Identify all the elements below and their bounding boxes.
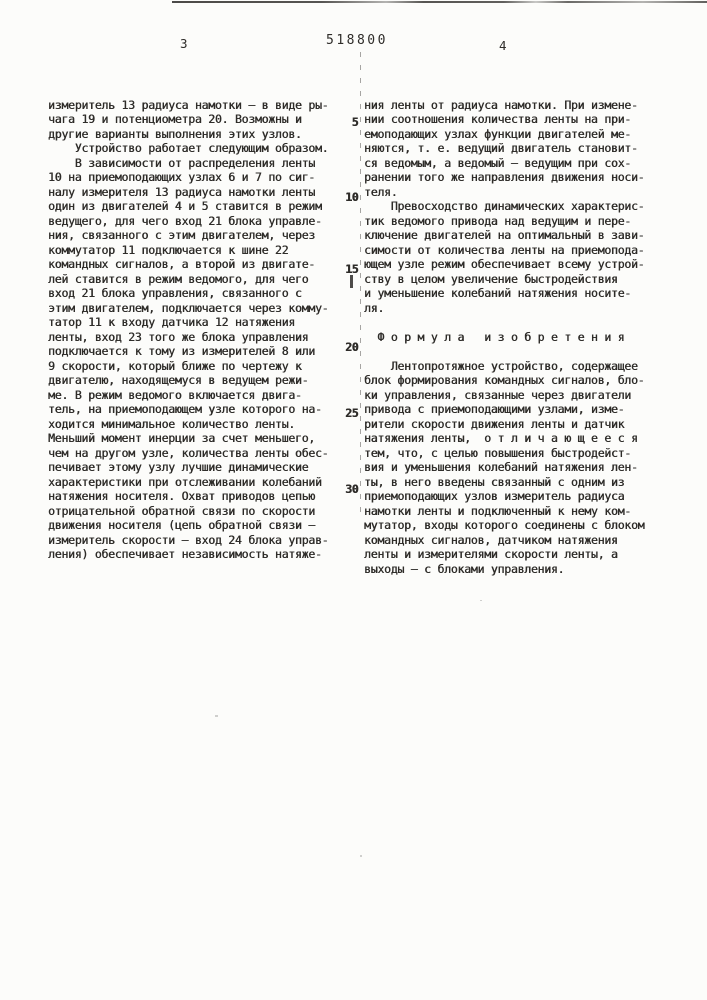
text-line: командных сигналов, а второй из двигате-: [48, 257, 315, 271]
text-line: симости от количества ленты на приемопода-: [364, 242, 645, 257]
text-line: чем на другом узле, количества ленты обес-: [48, 445, 329, 460]
text-line: нии соотношения количества ленты на при-: [364, 112, 631, 126]
text-line: ленты и измерителями скорости ленты, а: [364, 547, 618, 561]
text-line: движения носителя (цепь обратной связи —: [48, 518, 315, 532]
text-line: Лентопротяжное устройство, содержащее: [364, 358, 638, 373]
text-line: ранении того же направления движения носи-: [364, 170, 645, 184]
text-line: один из двигателей 4 и 5 ставится в режим: [48, 199, 322, 213]
text-line: ющем узле режим обеспечивает всему устрой-: [364, 257, 645, 271]
text-line: няются, т. е. ведущий двигатель становит-: [364, 141, 638, 155]
margin-line-number: 25: [345, 406, 358, 420]
text-line: ству в целом увеличение быстродействия: [364, 271, 618, 286]
text-line: В зависимости от распределения ленты: [48, 155, 315, 170]
text-line: натяжения ленты, о т л и ч а ю щ е е с я: [364, 431, 638, 445]
text-line: Ф о р м у л а и з о б р е т е н и я: [364, 329, 625, 344]
text-line: привода с приемоподающими узлами, изме-: [364, 402, 625, 416]
text-line: лей ставится в режим ведомого, для чего: [48, 271, 309, 286]
text-line: Устройство работает следующим образом.: [48, 141, 329, 155]
text-line: коммутатор 11 подключается к шине 22: [48, 242, 289, 257]
text-line: тем, что, с целью повышения быстродейст-: [364, 445, 631, 460]
text-line: Превосходство динамических характерис-: [364, 199, 645, 213]
text-line: другие варианты выполнения этих узлов.: [48, 126, 302, 141]
right-page-number: 4: [499, 38, 508, 53]
text-line: двигателю, находящемуся в ведущем режи-: [48, 373, 309, 387]
text-line: намотки ленты и подключенный к нему ком-: [364, 503, 631, 518]
text-line: ния ленты от радиуса намотки. При измене-: [364, 97, 638, 112]
paper-speck: [215, 715, 218, 717]
text-line: ме. В режим ведомого включается двига-: [48, 387, 302, 402]
text-line: 9 скорости, который ближе по чертежу к: [48, 358, 302, 373]
text-line: этим двигателем, подключается через комму-: [48, 300, 329, 315]
text-line: ся ведомым, а ведомый — ведущим при сох-: [364, 155, 631, 170]
text-line: тик ведомого привода над ведущим и пере-: [364, 213, 631, 228]
text-line: ключение двигателей на оптимальный в зави-: [364, 228, 645, 242]
ink-smudge-mark: [350, 275, 353, 288]
text-line: татор 11 к входу датчика 12 натяжения: [48, 315, 295, 329]
text-line: ты, в него введены связанный с одним из: [364, 474, 625, 489]
margin-line-number: 20: [345, 340, 358, 354]
text-line: ния, связанного с этим двигателем, через: [48, 228, 315, 242]
text-line: чага 19 и потенциометра 20. Возможны и: [48, 112, 302, 126]
margin-line-number: 10: [345, 190, 358, 204]
text-line: вия и уменьшения колебаний натяжения лен-: [364, 460, 638, 474]
text-line: ки управления, связанные через двигатели: [364, 387, 631, 402]
text-line: приемоподающих узлов измеритель радиуса: [364, 489, 625, 503]
scan-edge-artifact: [172, 1, 707, 3]
text-line: тель, на приемоподающем узле которого на-: [48, 402, 322, 416]
text-line: подключается к тому из измерителей 8 или: [48, 344, 315, 358]
text-line: измеритель скорости — вход 24 блока управ-: [48, 532, 329, 547]
text-line: налу измерителя 13 радиуса намотки ленты: [48, 184, 315, 199]
text-line: рители скорости движения ленты и датчик: [364, 416, 625, 431]
text-line: [364, 344, 644, 359]
text-line: вход 21 блока управления, связанного с: [48, 286, 302, 300]
column-fold-crease: [360, 52, 361, 518]
text-line: ля.: [364, 300, 385, 315]
text-line: печивает этому узлу лучшие динамические: [48, 460, 309, 474]
text-line: командных сигналов, датчиком натяжения: [364, 532, 618, 547]
text-line: ления) обеспечивает независимость натяже-: [48, 547, 322, 561]
text-line: ведущего, для чего вход 21 блока управле-: [48, 213, 322, 228]
text-line: ленты, вход 23 того же блока управления: [48, 329, 309, 344]
text-line: [364, 315, 644, 330]
text-line: теля.: [364, 184, 398, 199]
right-column-text: [364, 54, 644, 576]
margin-line-number: 30: [345, 482, 358, 496]
text-line: ходится минимальное количество ленты.: [48, 416, 295, 431]
text-line: блок формирования командных сигналов, бло-: [364, 373, 645, 387]
text-line: измеритель 13 радиуса намотки — в виде ры-: [48, 97, 329, 112]
margin-line-number: 15: [345, 262, 358, 276]
text-line: отрицательной обратной связи по скорости: [48, 503, 315, 518]
left-column-text: [48, 54, 328, 562]
margin-line-number: 5: [351, 115, 358, 129]
text-line: натяжения носителя. Охват приводов цепью: [48, 489, 315, 503]
text-line: 10 на приемоподающих узлах 6 и 7 по сиг-: [48, 170, 315, 184]
left-page-number: 3: [180, 36, 189, 51]
text-line: характеристики при отслеживании колебаний: [48, 474, 322, 489]
patent-number: 518800: [326, 33, 388, 48]
text-line: и уменьшение колебаний натяжения носите-: [364, 286, 631, 300]
text-line: емоподающих узлах функции двигателей ме-: [364, 126, 631, 141]
text-line: Меньший момент инерции за счет меньшего,: [48, 431, 315, 445]
text-line: выходы — с блоками управления.: [364, 561, 565, 576]
text-line: мутатор, входы которого соединены с блоком: [364, 518, 645, 532]
paper-speck: [360, 855, 362, 857]
paper-speck: [480, 600, 482, 601]
